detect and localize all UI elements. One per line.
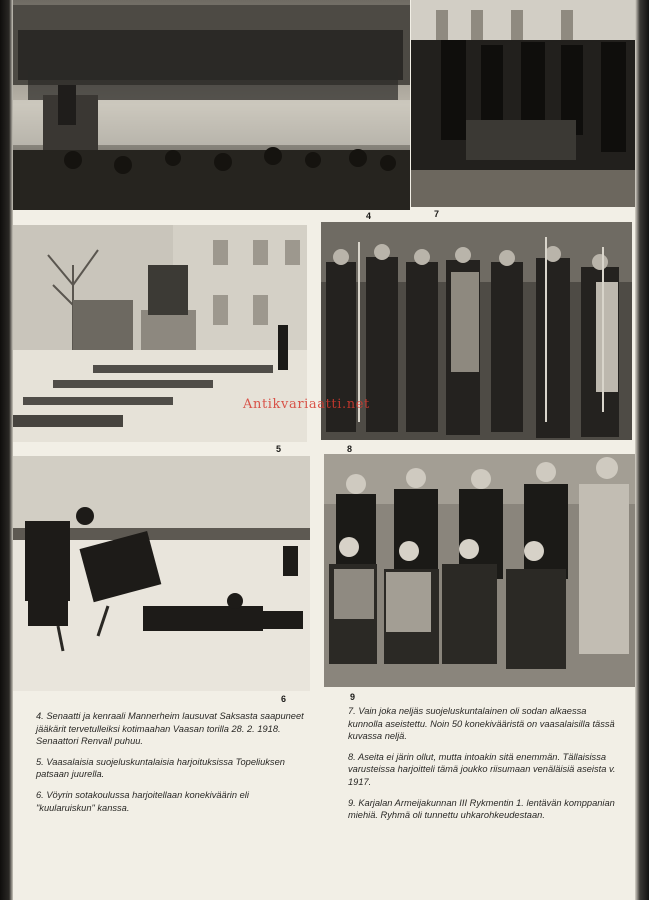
binding-edge bbox=[0, 0, 13, 900]
caption-5: 5. Vaasalaisia suojeluskuntalaisia harjoituksissa Topeliuksen patsaan juurella. bbox=[36, 756, 285, 780]
captions-left bbox=[36, 710, 304, 822]
figure-number-6: 6 bbox=[281, 694, 287, 704]
caption-8: 8. Aseita ei järin ollut, mutta intoakin sitä enemmän. Tällaisissa varusteissa harjoitteli tämä joukko riisumaan venäläisiä aseista v. 1917. bbox=[348, 751, 616, 787]
figure-number-5: 5 bbox=[276, 444, 282, 454]
caption-9: 9. Karjalan Armeijakunnan III Rykmentin 1. lentävän komppanian miehiä. Ryhmä oli tunnettu uhkarohkeudestaan. bbox=[348, 797, 615, 821]
photo-4-troops-on-square bbox=[13, 0, 410, 210]
caption-6: 6. Vöyrin sotakoulussa harjoitellaan konekiväärin eli "kuularuiskun" kanssa. bbox=[36, 789, 249, 813]
caption-4: 4. Senaatti ja kenraali Mannerheim lausuvat Saksasta saapuneet jääkärit tervetulleiksi kotimaahan Vaasan torilla 28. 2. 1918. Senaattori Renvall puhuu. bbox=[36, 711, 304, 747]
page-edge bbox=[635, 0, 649, 900]
figure-number-9: 9 bbox=[350, 692, 356, 702]
figure-number-4: 4 bbox=[366, 211, 372, 221]
photo-9-group-portrait bbox=[324, 454, 635, 687]
figure-number-7: 7 bbox=[434, 209, 440, 219]
caption-7: 7. Vain joka neljäs suojeluskuntalainen oli sodan alkaessa kunnolla aseistettu. Noin 50 konekivääristä on vaasalaisilla tässä kuvassa neljä. bbox=[348, 706, 615, 742]
photo-6-snow-training bbox=[13, 456, 310, 691]
photo-7-machine-gun bbox=[411, 0, 635, 207]
watermark: Antikvariaatti.net bbox=[243, 397, 370, 412]
figure-number-8: 8 bbox=[347, 444, 353, 454]
captions-right bbox=[348, 705, 618, 830]
